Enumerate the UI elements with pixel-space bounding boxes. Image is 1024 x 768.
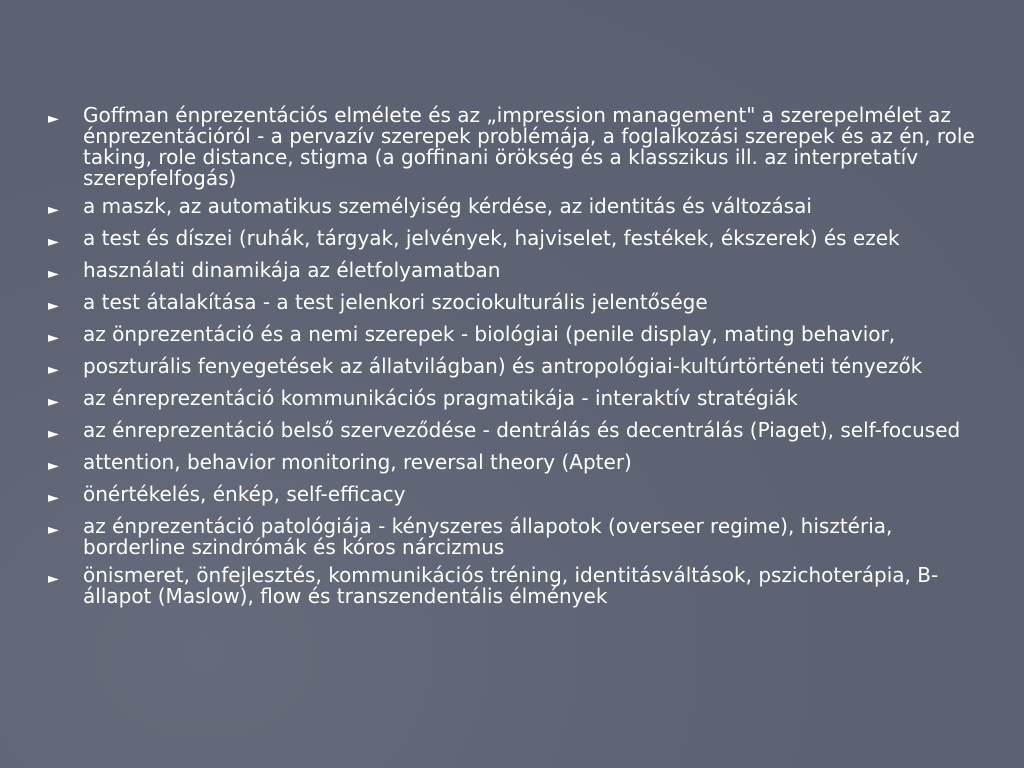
list-item-text: a maszk, az automatikus személyiség kérdése, az identitás és változásai — [83, 194, 812, 218]
triangle-bullet-icon: ► — [48, 426, 59, 442]
list-item — [48, 260, 988, 285]
triangle-bullet-icon: ► — [48, 394, 59, 410]
list-item-text: önismeret, önfejlesztés, kommunikációs tréning, identitásváltások, pszichoterápia, B-állapot (Maslow), flow és transzendentális élmények — [83, 563, 939, 608]
list-item-text: az énprezentáció patológiája - kényszeres állapotok (overseer regime), hisztéria, borderline szindrómák és kóros nárcizmus — [83, 514, 893, 559]
triangle-bullet-icon: ► — [48, 330, 59, 346]
list-item-text: poszturális fenyegetések az állatvilágban) és antropológiai-kultúrtörténeti tényezők — [83, 354, 923, 378]
list-item — [48, 452, 988, 477]
list-item-text: az énreprezentáció belső szerveződése - dentrálás és decentrálás (Piaget), self-focused — [83, 418, 961, 442]
list-item-text: az énreprezentáció kommunikációs pragmatikája - interaktív stratégiák — [83, 386, 798, 410]
list-item-text: attention, behavior monitoring, reversal theory (Apter) — [83, 450, 632, 474]
triangle-bullet-icon: ► — [48, 266, 59, 282]
triangle-bullet-icon: ► — [48, 362, 59, 378]
list-item — [48, 388, 988, 413]
list-item-text: a test és díszei (ruhák, tárgyak, jelvények, hajviselet, festékek, ékszerek) és ezek — [83, 226, 900, 250]
triangle-bullet-icon: ► — [48, 490, 59, 506]
triangle-bullet-icon: ► — [48, 298, 59, 314]
list-item — [48, 356, 988, 381]
list-item — [48, 196, 988, 221]
list-item-text: önértékelés, énkép, self-efficacy — [83, 482, 406, 506]
list-item-text: az önprezentáció és a nemi szerepek - biológiai (penile display, mating behavior, — [83, 322, 896, 346]
bullet-list — [48, 105, 988, 614]
list-item — [48, 484, 988, 509]
list-item — [48, 324, 988, 349]
list-item-text: használati dinamikája az életfolyamatban — [83, 258, 501, 282]
list-item — [48, 105, 988, 189]
list-item — [48, 420, 988, 445]
list-item — [48, 516, 988, 558]
list-item — [48, 292, 988, 317]
triangle-bullet-icon: ► — [48, 522, 59, 538]
triangle-bullet-icon: ► — [48, 111, 59, 127]
list-item-text: Goffman énprezentációs elmélete és az „impression management" a szerepelmélet az énprezentációról - a pervazív szerepek problémája, a foglalkozási szerepek és az én, role taking, role distance, stigma (a goffinani örökség és a klasszikus ill. az interpretatív szerepfelfogás) — [83, 103, 975, 190]
list-item — [48, 228, 988, 253]
triangle-bullet-icon: ► — [48, 458, 59, 474]
triangle-bullet-icon: ► — [48, 234, 59, 250]
list-item — [48, 565, 988, 607]
list-item-text: a test átalakítása - a test jelenkori szociokulturális jelentősége — [83, 290, 708, 314]
triangle-bullet-icon: ► — [48, 571, 59, 587]
triangle-bullet-icon: ► — [48, 202, 59, 218]
